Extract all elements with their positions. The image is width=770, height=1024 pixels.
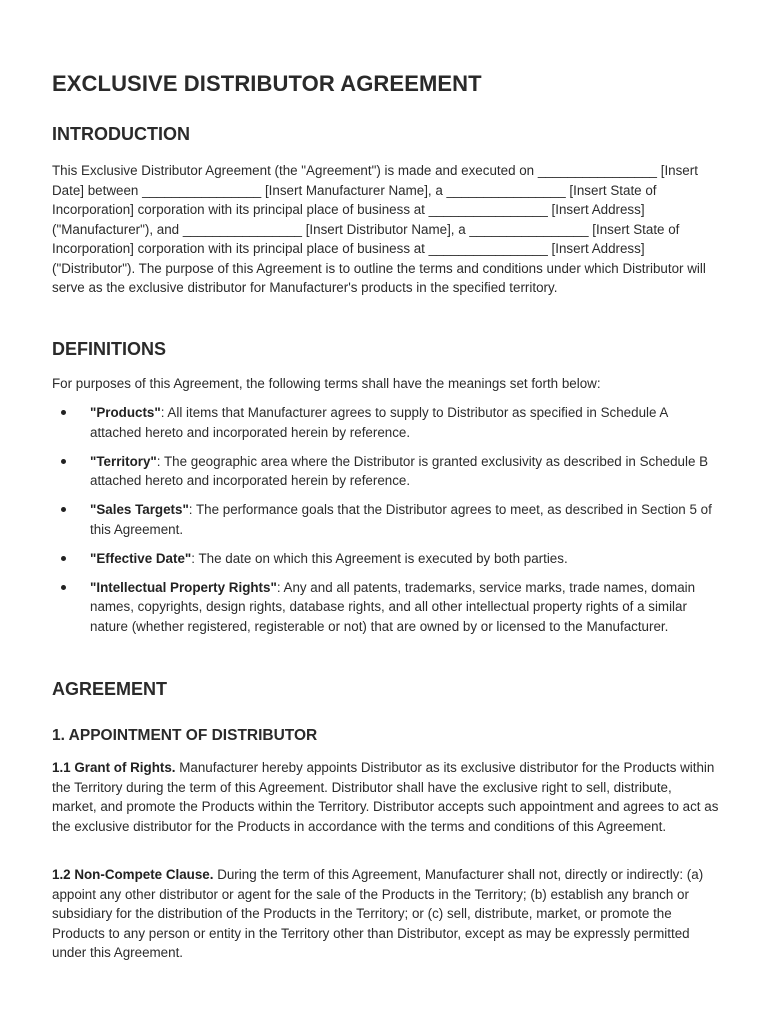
bullet-icon xyxy=(61,410,66,415)
definitions-intro: For purposes of this Agreement, the following terms shall have the meanings set forth below: xyxy=(52,376,601,391)
definitions-list xyxy=(52,403,720,646)
clause-1-2 xyxy=(52,865,720,963)
definition-item xyxy=(52,500,720,539)
definition-term: "Products" xyxy=(90,405,161,420)
introduction-heading: INTRODUCTION xyxy=(52,124,190,144)
bullet-icon xyxy=(61,459,66,464)
definition-item xyxy=(52,403,720,442)
definition-text: : The performance goals that the Distributor agrees to meet, as described in Section 5 of this Agreement. xyxy=(90,502,712,537)
clause-1-1-label: 1.1 Grant of Rights. xyxy=(52,760,176,775)
definition-item xyxy=(52,549,720,569)
definition-term: "Effective Date" xyxy=(90,550,192,566)
definition-text: : All items that Manufacturer agrees to supply to Distributor as specified in Schedule A attached hereto and incorporated herein by reference. xyxy=(90,405,668,440)
section1-heading: 1. APPOINTMENT OF DISTRIBUTOR xyxy=(52,727,318,744)
agreement-heading: AGREEMENT xyxy=(52,679,168,699)
definition-item xyxy=(52,452,720,491)
definition-term: "Intellectual Property Rights" xyxy=(90,579,277,595)
introduction-paragraph: This Exclusive Distributor Agreement (the "Agreement") is made and executed on ________________ [Insert Date] between ________________ [Insert Manufacturer Name], a ________________ [Insert State of Incorporation] corporation with its principal place of business at ________________ [Insert Address] ("Manufacturer"), and ________________ [Insert Distributor Name], a ________________ [Insert State of Incorporation] corporation with its principal place of business at ________________ [Insert Address] ("Distributor"). The purpose of this Agreement is to outline the terms and conditions under which Distributor will serve as the exclusive distributor for Manufacturer's products in the specified territory. xyxy=(52,163,706,295)
definition-text: : Any and all patents, trademarks, service marks, trade names, domain names, copyrights, design rights, database rights, and all other intellectual property rights of a similar nature (whether registered, registerable or not) that are owned by or licensed to the Manufacturer. xyxy=(90,579,696,634)
clause-1-2-text: During the term of this Agreement, Manufacturer shall not, directly or indirectly: (a) appoint any other distributor or agent for the sale of the Products in the Territory; (b) establish any branch or subsidiary for the distribution of the Products in the Territory; or (c) sell, distribute, market, or promote the Products to any person or entity in the Territory other than Distributor, except as may be expressly permitted under this Agreement. xyxy=(52,867,704,960)
definition-term: "Territory" xyxy=(90,453,157,469)
bullet-icon xyxy=(61,585,66,590)
definitions-heading: DEFINITIONS xyxy=(52,339,167,359)
clause-1-2-label: 1.2 Non-Compete Clause. xyxy=(52,867,214,882)
document-title: EXCLUSIVE DISTRIBUTOR AGREEMENT xyxy=(52,71,482,96)
clause-1-1-text: Manufacturer hereby appoints Distributor as its exclusive distributor for the Products within the Territory during the term of this Agreement. Distributor shall have the exclusive right to sell, distribute, market, and promote the Products within the Territory. Distributor accepts such appointment and agrees to act as the exclusive distributor for the Products in accordance with the terms and conditions of this Agreement. xyxy=(52,760,719,834)
bullet-icon xyxy=(61,507,66,512)
definition-item xyxy=(52,578,720,637)
definition-text: : The date on which this Agreement is executed by both parties. xyxy=(191,550,568,566)
definition-text: : The geographic area where the Distributor is granted exclusivity as described in Schedule B attached hereto and incorporated herein by reference. xyxy=(90,453,709,488)
definition-term: "Sales Targets" xyxy=(90,502,189,517)
bullet-icon xyxy=(61,556,66,561)
clause-1-1 xyxy=(52,758,720,836)
